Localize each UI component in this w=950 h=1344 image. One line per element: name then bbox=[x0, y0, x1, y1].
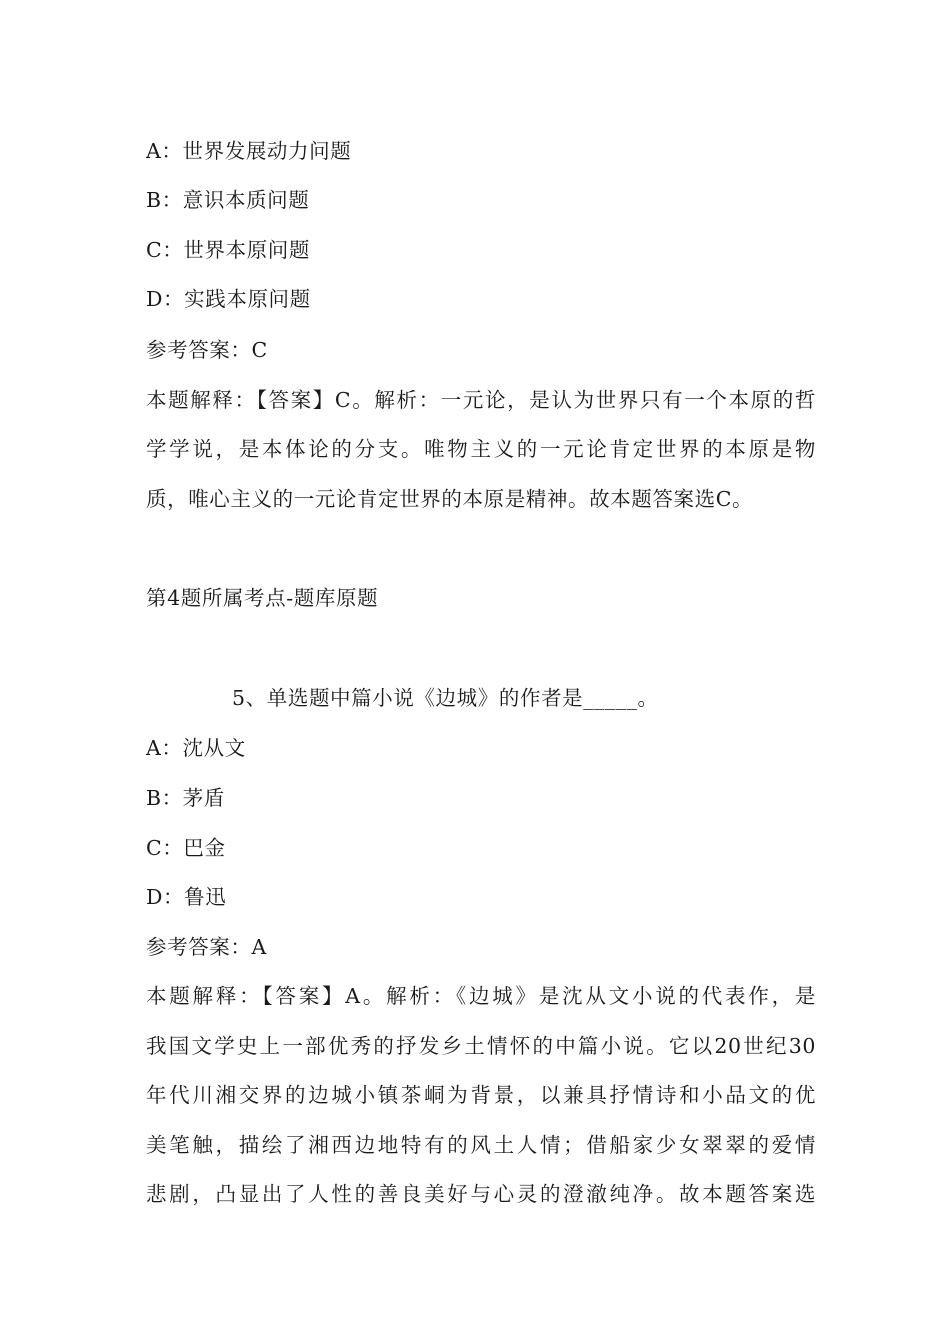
q4-explanation-line-3: 质，唯心主义的一元论肯定世界的本原是精神。故本题答案选C。 bbox=[146, 487, 754, 511]
q5-answer: 参考答案：A bbox=[146, 935, 267, 959]
option-separator: ： bbox=[161, 188, 183, 212]
option-text: 实践本原问题 bbox=[184, 287, 311, 311]
q4-explanation-line-1: 本题解释：【答案】C。解析：一元论，是认为世界只有一个本原的哲 bbox=[146, 388, 816, 412]
q5-explanation-line-1: 本题解释：【答案】A。解析：《边城》是沈从文小说的代表作，是 bbox=[146, 984, 816, 1008]
option-text: 巴金 bbox=[183, 836, 226, 860]
q5-option-a bbox=[146, 738, 816, 759]
option-text: 世界发展动力问题 bbox=[182, 139, 352, 163]
option-text: 茅盾 bbox=[182, 786, 225, 810]
q5-explanation-line-3: 年代川湘交界的边城小镇茶峒为背景，以兼具抒情诗和小品文的优 bbox=[146, 1083, 816, 1107]
q4-option-b bbox=[146, 190, 816, 211]
option-text: 沈从文 bbox=[182, 736, 246, 760]
option-label: C bbox=[146, 836, 163, 860]
q5-explanation-line-2: 我国文学史上一部优秀的抒发乡土情怀的中篇小说。它以20世纪30 bbox=[146, 1034, 816, 1058]
option-text: 意识本质问题 bbox=[182, 188, 310, 212]
q5-option-d bbox=[146, 887, 816, 908]
q4-option-a bbox=[146, 141, 816, 162]
option-separator: ： bbox=[163, 885, 185, 909]
option-label: A bbox=[146, 139, 162, 163]
option-text: 鲁迅 bbox=[184, 885, 227, 909]
q5-explanation-line-4: 美笔触，描绘了湘西边地特有的风土人情；借船家少女翠翠的爱情 bbox=[146, 1133, 816, 1157]
option-text: 世界本原问题 bbox=[183, 238, 311, 262]
option-label: B bbox=[146, 786, 162, 810]
q4-explanation-line-2: 学学说，是本体论的分支。唯物主义的一元论肯定世界的本原是物 bbox=[146, 437, 816, 461]
option-label: B bbox=[146, 188, 162, 212]
option-separator: ： bbox=[161, 139, 183, 163]
q5-option-c bbox=[146, 838, 816, 859]
option-separator: ： bbox=[163, 287, 185, 311]
q4-answer: 参考答案：C bbox=[146, 338, 268, 362]
option-label: C bbox=[146, 238, 163, 262]
q5-option-b bbox=[146, 788, 816, 809]
q5-explanation-line-5: 悲剧，凸显出了人性的善良美好与心灵的澄澈纯净。故本题答案选 bbox=[146, 1182, 816, 1206]
q5-question: 5、单选题中篇小说《边城》的作者是_____。 bbox=[232, 686, 659, 710]
q4-option-d bbox=[146, 289, 816, 310]
option-separator: ： bbox=[161, 786, 183, 810]
option-label: A bbox=[146, 736, 162, 760]
option-separator: ： bbox=[162, 238, 184, 262]
option-label: D bbox=[146, 287, 164, 311]
q4-topic: 第4题所属考点-题库原题 bbox=[146, 586, 379, 610]
option-separator: ： bbox=[161, 736, 183, 760]
option-label: D bbox=[146, 885, 164, 909]
q4-option-c bbox=[146, 240, 816, 261]
option-separator: ： bbox=[162, 836, 184, 860]
